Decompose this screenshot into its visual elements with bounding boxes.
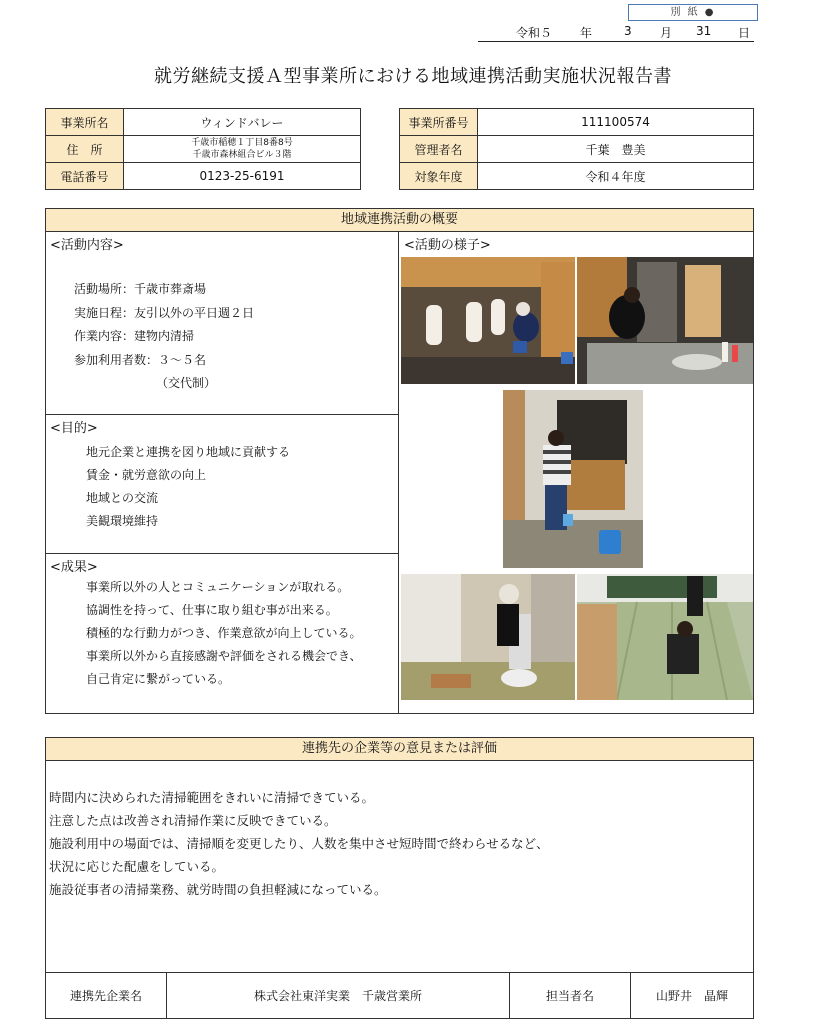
- company-name: 株式会社東洋実業 千歳営業所: [253, 989, 422, 1003]
- purpose-line: 美観環境維持: [86, 514, 159, 528]
- date-day-unit: 日: [738, 26, 751, 40]
- overview-section: [45, 208, 754, 714]
- office-info-table-right: [399, 108, 754, 190]
- result-line: 事業所以外の人とコミュニケーションが取れる。: [86, 580, 350, 594]
- evaluation-line: 施設利用中の場面では、清掃順を変更したり、人数を集中させ短時間で終わらせるなど、: [49, 836, 549, 851]
- contact-label: 担当者名: [545, 989, 594, 1003]
- date-day: 31: [696, 24, 712, 38]
- evaluation-header: 連携先の企業等の意見または評価: [46, 738, 753, 761]
- purpose-line: 地域との交流: [86, 491, 159, 505]
- purpose-line: 賃金・就労意欲の向上: [86, 468, 207, 482]
- overview-header: 地域連携活動の概要: [46, 209, 753, 232]
- evaluation-line: 施設従事者の清掃業務、就労時間の負担軽減になっている。: [49, 882, 387, 897]
- result-line: 積極的な行動力がつき、作業意欲が向上している。: [86, 626, 362, 640]
- result-section: [46, 554, 399, 713]
- office-phone-value: 0123-25-6191: [124, 163, 361, 190]
- photo-tatami-hall-cleaning: [577, 574, 753, 700]
- evaluation-footer: [46, 972, 753, 1018]
- activity-line: （交代制）: [156, 376, 217, 390]
- photo-restroom-cleaning: [401, 257, 575, 384]
- contact-name: 山野井 晶輝: [655, 989, 728, 1003]
- activity-line: 活動場所：千歳市葬斎場: [74, 282, 207, 296]
- photos-header: <活動の様子>: [404, 238, 491, 253]
- date-month: 3: [624, 24, 632, 38]
- activity-line: 実施日程：友引以外の平日週２日: [74, 306, 255, 320]
- evaluation-section: [45, 737, 754, 1019]
- date-era-year: 令和５: [516, 26, 553, 40]
- report-date: [478, 22, 754, 42]
- target-year-label: 対象年度: [400, 163, 478, 190]
- evaluation-line: 時間内に決められた清掃範囲をきれいに清掃できている。: [49, 790, 375, 805]
- activity-header: <活動内容>: [50, 238, 124, 253]
- office-phone-label: 電話番号: [46, 163, 124, 190]
- evaluation-line: 注意した点は改善され清掃作業に反映できている。: [49, 813, 337, 828]
- attachment-label-box: 別 紙 ●: [628, 4, 758, 21]
- result-line: 自己肯定に繋がっている。: [86, 672, 231, 686]
- company-label: 連携先企業名: [69, 989, 142, 1003]
- activity-section: [46, 232, 399, 415]
- office-name-value: ウィンドバレー: [124, 109, 361, 136]
- office-number-label: 事業所番号: [400, 109, 478, 136]
- photo-sink-cleaning: [577, 257, 753, 384]
- office-name-label: 事業所名: [46, 109, 124, 136]
- purpose-line: 地元企業と連携を図り地域に貢献する: [86, 445, 291, 459]
- activity-line: 作業内容：建物内清掃: [74, 329, 195, 343]
- target-year-value: 令和４年度: [478, 163, 754, 190]
- date-month-unit: 月: [660, 26, 673, 40]
- activity-line: 参加利用者数：３～５名: [74, 353, 207, 367]
- result-line: 事業所以外から直接感謝や評価をされる機会でき、: [86, 649, 362, 663]
- page-title: 就労継続支援Ａ型事業所における地域連携活動実施状況報告書: [154, 66, 672, 87]
- date-year-unit: 年: [580, 26, 593, 40]
- manager-value: 千葉 豊美: [478, 136, 754, 163]
- photo-tatami-vacuum: [401, 574, 575, 700]
- result-header: <成果>: [50, 560, 98, 575]
- address-line-2: 千歳市森林組合ビル３階: [192, 150, 292, 160]
- photo-hallway-cleaning: [503, 390, 643, 568]
- manager-label: 管理者名: [400, 136, 478, 163]
- office-address-label: 住 所: [46, 136, 124, 163]
- overview-left-column: [46, 232, 399, 713]
- result-line: 協調性を持って、仕事に取り組む事が出来る。: [86, 603, 338, 617]
- purpose-header: <目的>: [50, 421, 98, 436]
- office-address-value: [124, 136, 361, 163]
- evaluation-line: 状況に応じた配慮をしている。: [49, 859, 225, 874]
- office-info-table-left: [45, 108, 361, 190]
- office-number-value: 111100574: [478, 109, 754, 136]
- purpose-section: [46, 415, 399, 554]
- address-line-1: 千歳市稲穂１丁目8番8号: [191, 138, 293, 148]
